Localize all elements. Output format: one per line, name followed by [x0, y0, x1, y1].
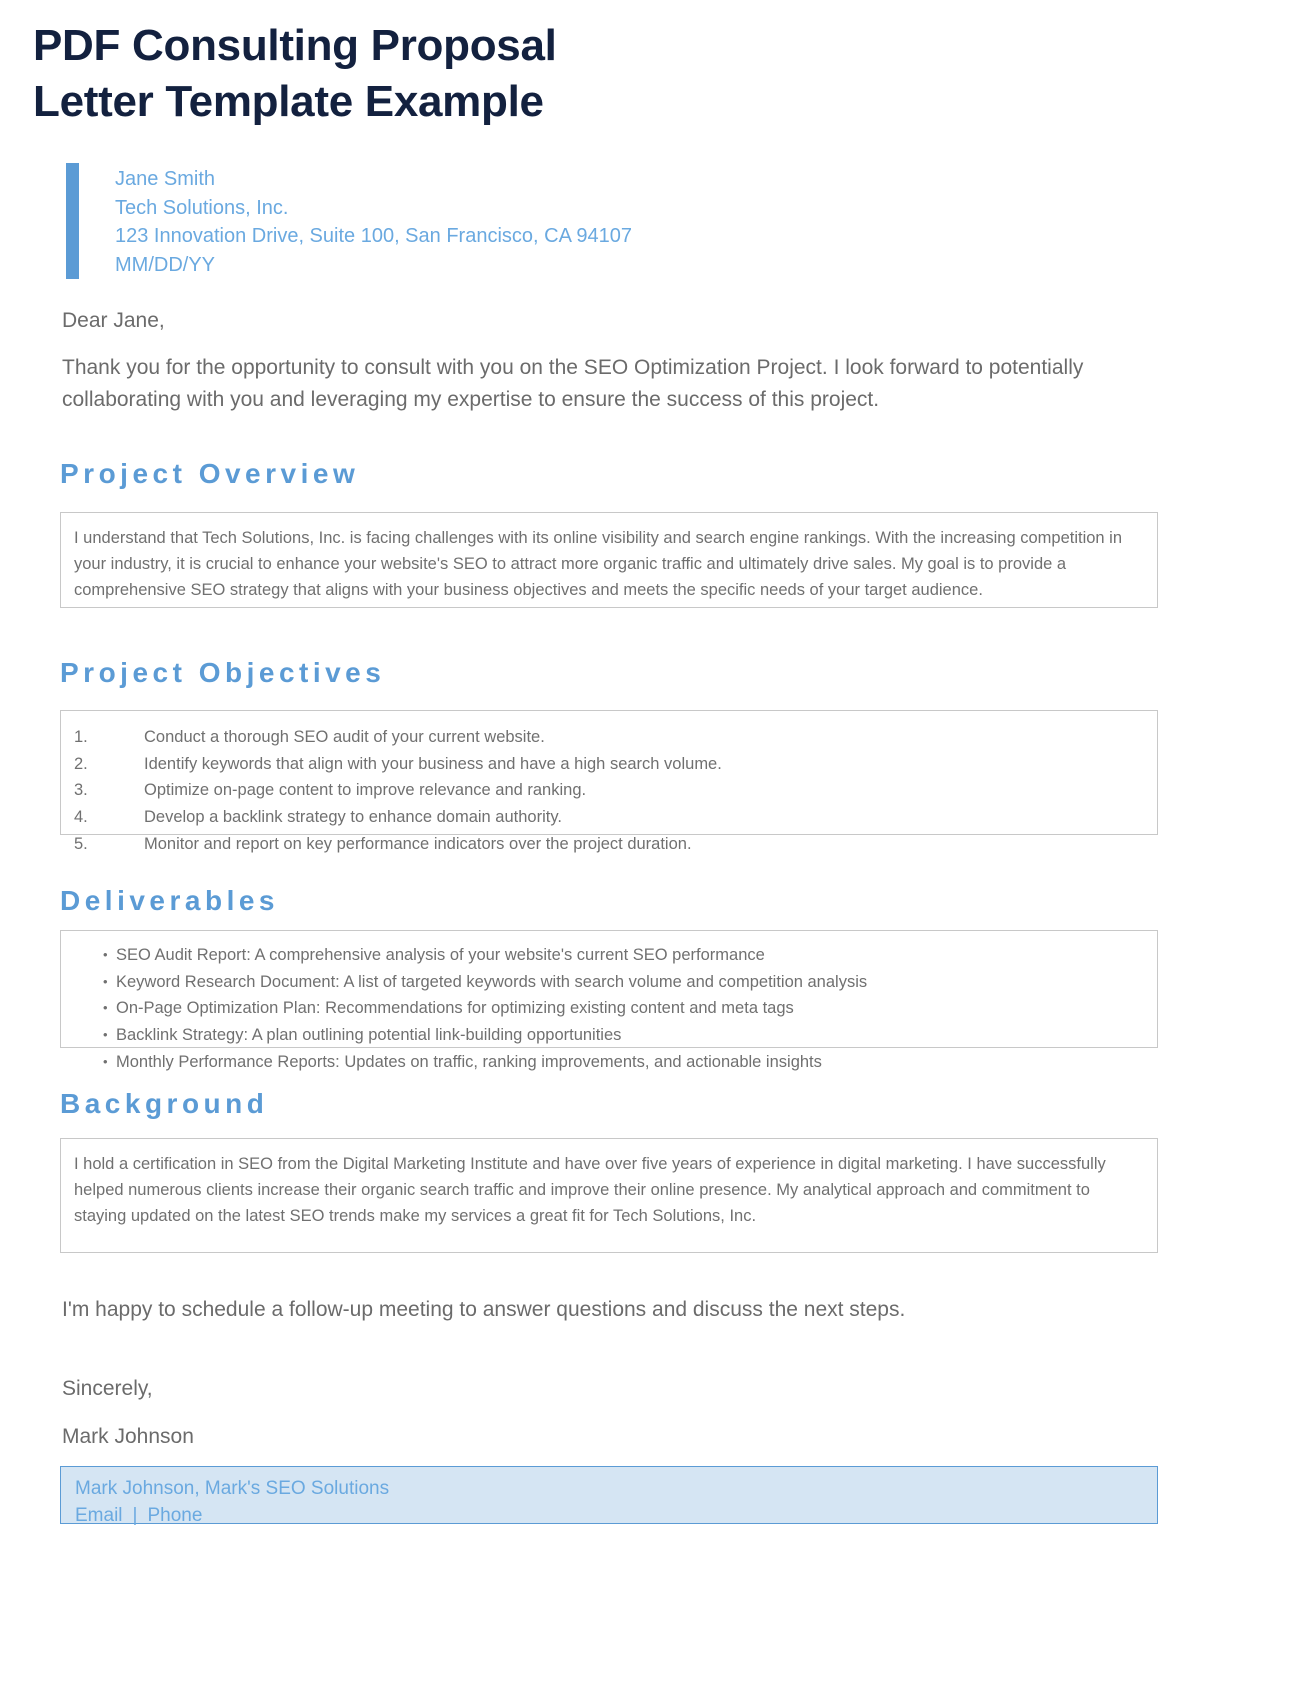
project-overview-text: I understand that Tech Solutions, Inc. is facing challenges with its online visibility and search engine rankings. With the increasing competition in your industry, it is crucial to enhance your website's SEO to attract more organic traffic and ultimately drive sales. My goal is to provide a comprehensive SEO strategy that aligns with your business objectives and meets the specific needs of your target audience.: [74, 529, 1123, 600]
list-item: [74, 777, 1143, 804]
salutation: Dear Jane,: [62, 309, 165, 332]
list-item: [74, 969, 1143, 996]
list-item: [74, 1049, 1143, 1076]
bullet-icon: •: [103, 947, 108, 962]
list-item-number: 3.: [74, 781, 88, 800]
heading-background: Background: [60, 1088, 269, 1119]
closing-paragraph: I'm happy to schedule a follow-up meeting to answer questions and discuss the next steps.: [62, 1298, 906, 1321]
heading-project-objectives: Project Objectives: [60, 657, 386, 688]
list-item: [74, 995, 1143, 1022]
bullet-icon: •: [103, 1027, 108, 1043]
page-title-line-2: Letter Template Example: [33, 77, 544, 127]
background-text: I hold a certification in SEO from the Digital Marketing Institute and have over five years of experience in digital marketing. I have successfully helped numerous clients increase their organic search traffic and improve their online presence. My analytical approach and commitment to staying updated on the latest SEO trends make my services a great fit for Tech Solutions, Inc.: [74, 1155, 1106, 1226]
list-item-text: Develop a backlink strategy to enhance domain authority.: [144, 808, 562, 827]
signer-name: Mark Johnson: [62, 1425, 194, 1448]
page-title-line-1: PDF Consulting Proposal: [33, 21, 557, 70]
heading-deliverables: Deliverables: [60, 885, 279, 916]
bullet-icon: •: [103, 1053, 108, 1069]
footer-contact-box: [60, 1466, 1158, 1524]
bullet-icon: •: [103, 973, 108, 989]
recipient-lines: [115, 163, 632, 279]
phone-link[interactable]: Phone: [147, 1504, 203, 1526]
recipient-address: 123 Innovation Drive, Suite 100, San Francisco, CA 94107: [115, 225, 632, 248]
list-item-number: 2.: [74, 754, 88, 773]
contact-separator: |: [132, 1504, 138, 1526]
list-item: [74, 1022, 1143, 1049]
recipient-company: Tech Solutions, Inc.: [115, 196, 289, 219]
list-item-text: Monitor and report on key performance indicators over the project duration.: [144, 834, 692, 853]
accent-bar: [66, 163, 79, 279]
list-item-number: 4.: [74, 808, 88, 827]
objectives-list: [74, 724, 1143, 858]
list-item-text: Backlink Strategy: A plan outlining potential link-building opportunities: [116, 1026, 622, 1045]
footer-contact-links: [75, 1503, 1157, 1530]
deliverables-box: [60, 930, 1158, 1071]
list-item: [74, 804, 1143, 831]
email-link[interactable]: Email: [75, 1504, 123, 1526]
list-item-text: Monthly Performance Reports: Updates on traffic, ranking improvements, and actionable insights: [116, 1052, 822, 1071]
list-item-text: On-Page Optimization Plan: Recommendations for optimizing existing content and meta tags: [116, 999, 794, 1018]
project-objectives-box: [60, 710, 1158, 853]
heading-project-overview: Project Overview: [60, 458, 360, 489]
list-item: [74, 942, 1143, 969]
page-title: [33, 18, 1033, 131]
deliverables-list: [74, 942, 1143, 1076]
list-item-text: Identify keywords that align with your business and have a high search volume.: [144, 754, 722, 773]
list-item-text: Conduct a thorough SEO audit of your current website.: [144, 728, 545, 746]
intro-paragraph: Thank you for the opportunity to consult with you on the SEO Optimization Project. I look forward to potentially collaborating with you and leveraging my expertise to ensure the success of this project.: [62, 356, 1084, 411]
recipient-name: Jane Smith: [115, 168, 216, 190]
list-item: [74, 831, 1143, 858]
recipient-block: [66, 163, 632, 279]
footer-signature: Mark Johnson, Mark's SEO Solutions: [75, 1478, 390, 1499]
list-item: [74, 751, 1143, 778]
project-overview-box: [60, 512, 1158, 608]
list-item: [74, 724, 1143, 751]
list-item-text: SEO Audit Report: A comprehensive analysis of your website's current SEO performance: [116, 946, 765, 964]
background-box: [60, 1138, 1158, 1253]
bullet-icon: •: [103, 1000, 108, 1016]
list-item-number: 5.: [74, 834, 88, 853]
recipient-date: MM/DD/YY: [115, 253, 215, 276]
list-item-number: 1.: [74, 728, 88, 746]
sign-off: Sincerely,: [62, 1377, 153, 1400]
list-item-text: Keyword Research Document: A list of targeted keywords with search volume and competition analysis: [116, 972, 868, 991]
list-item-text: Optimize on-page content to improve relevance and ranking.: [144, 781, 587, 800]
